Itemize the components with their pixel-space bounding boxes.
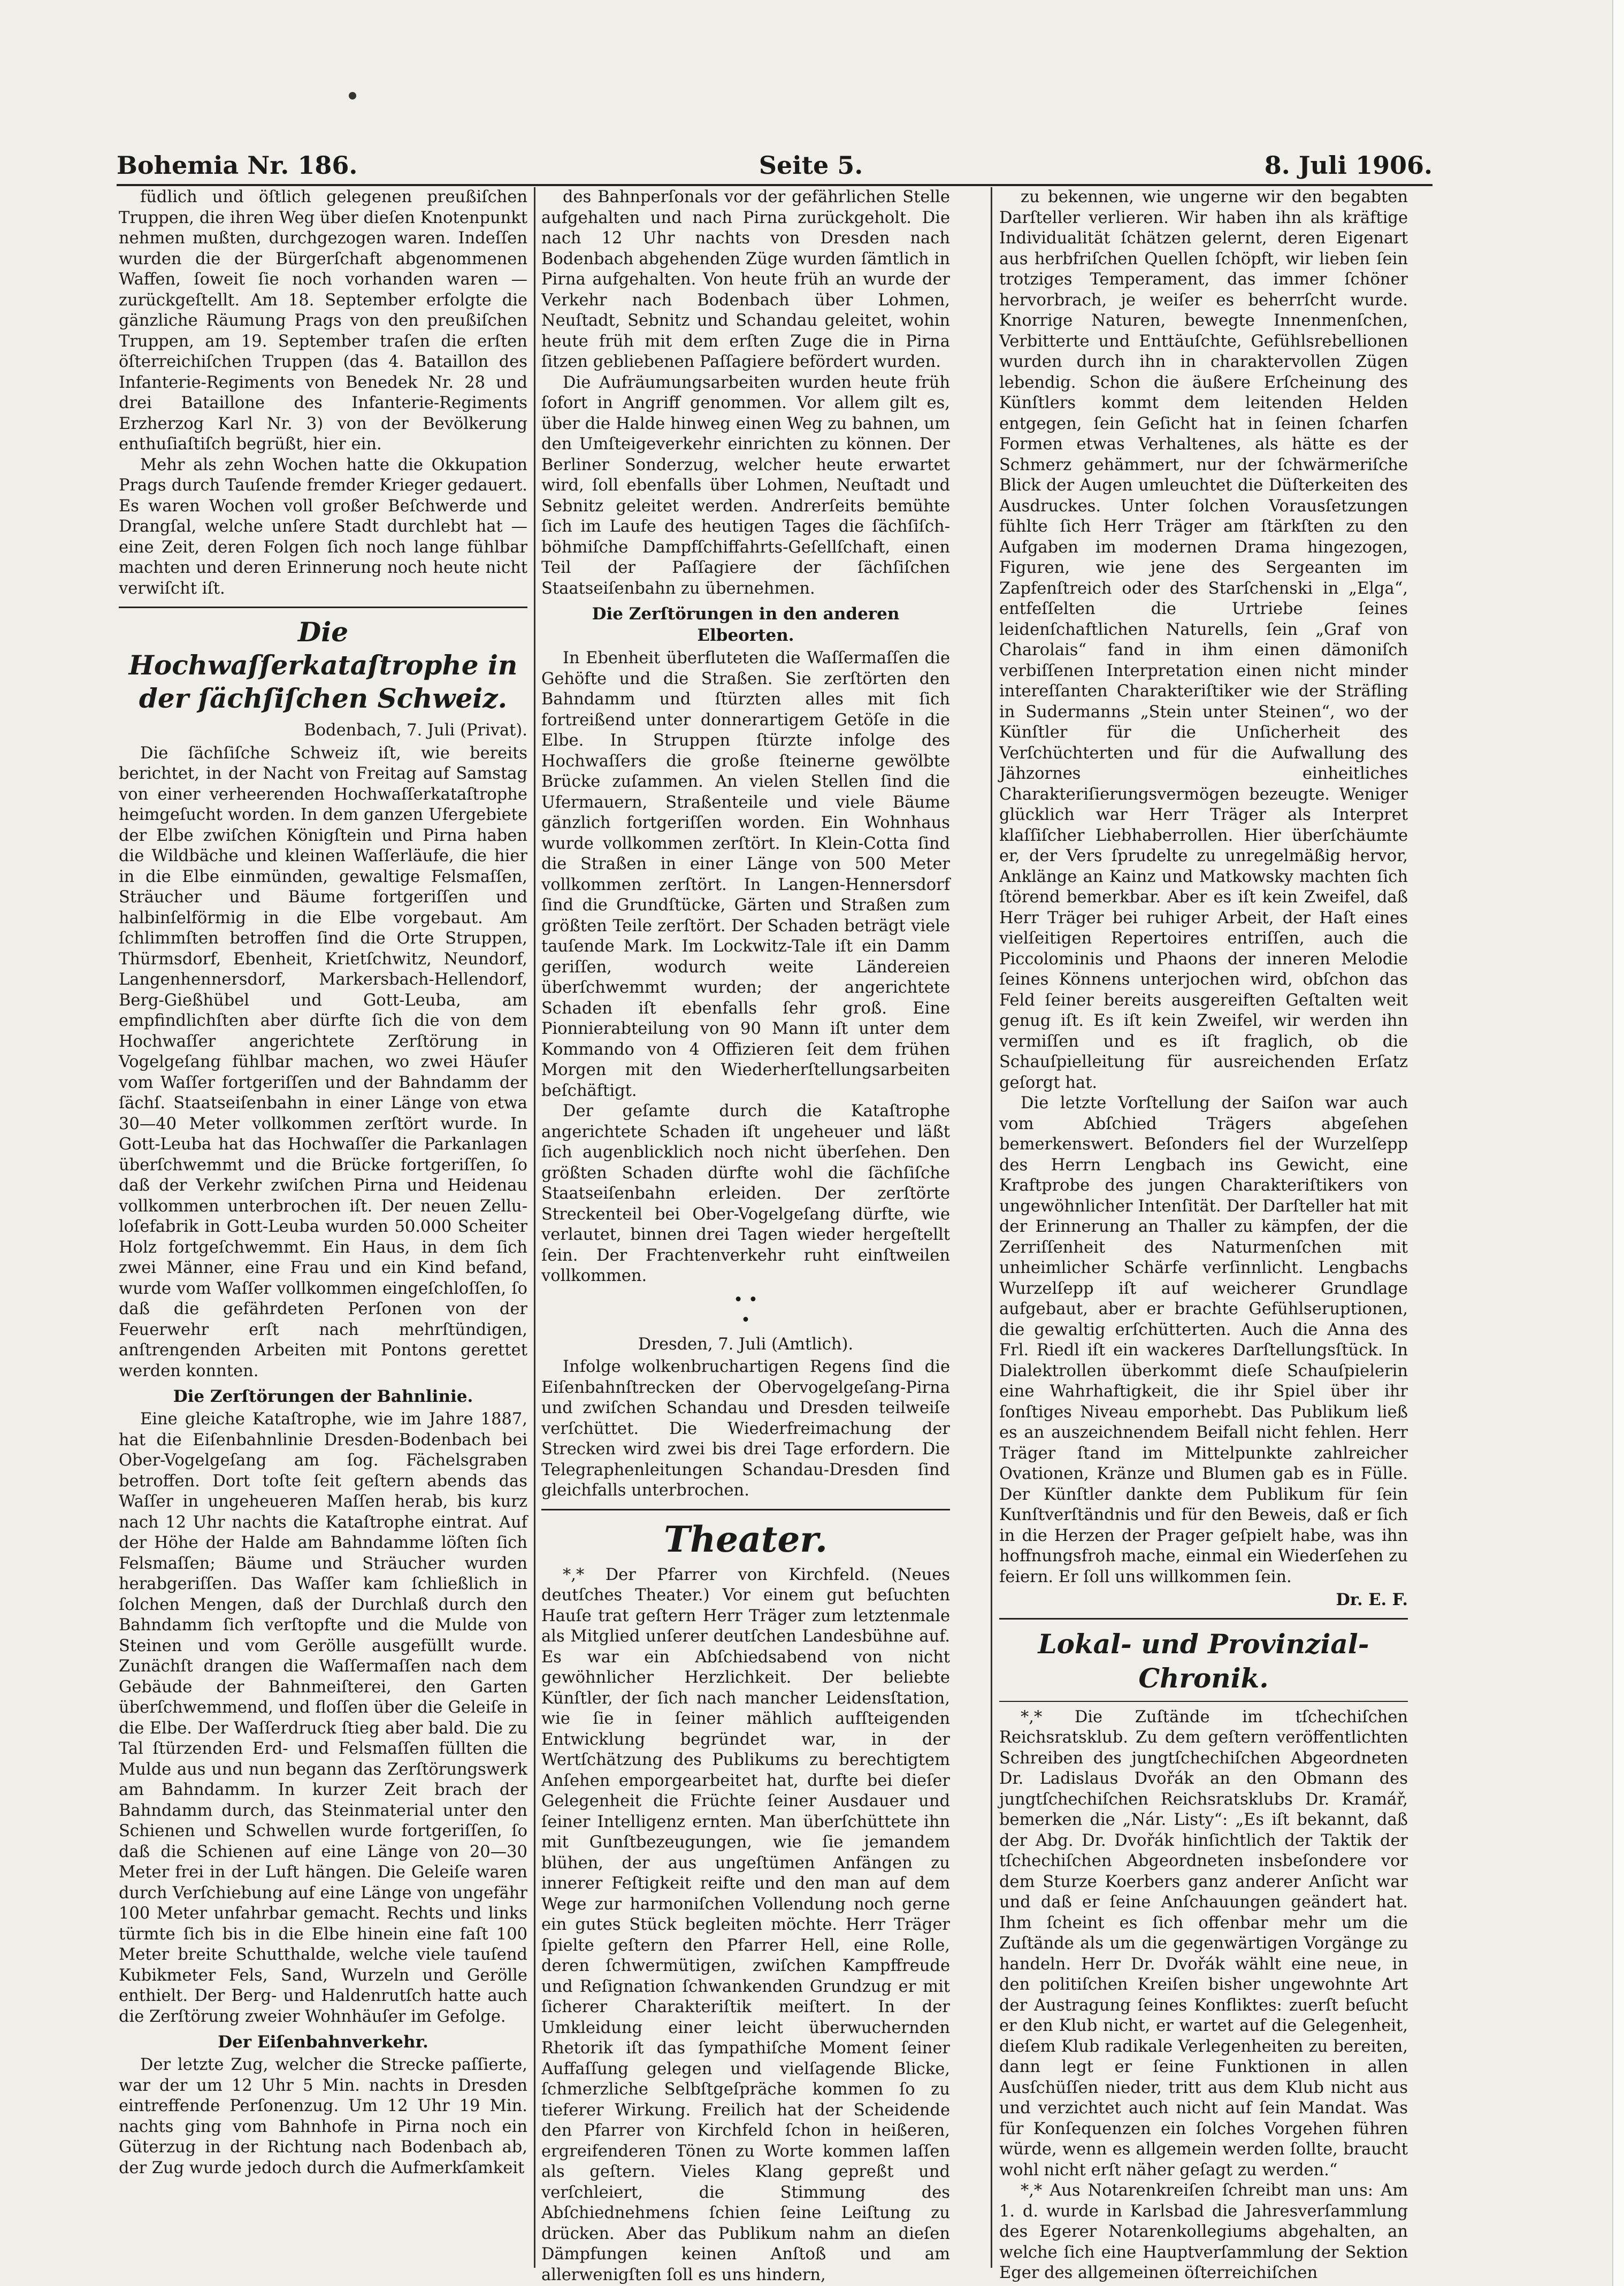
column-2 [541,187,950,2284]
col1-paragraph-2: Mehr als zehn Wochen hatte die Okkupation Prags durch Tauſende fremder Krieger gedauert. Es waren Wochen voll großer Beſchwerde und Drangſal, welche unſere Stadt durchlebt hat — eine Zeit, deren Folgen ſich noch lange fühlbar machten und deren Erinnerung noch heute nicht verwiſcht iſt. [119,455,527,598]
separator-dots: • • • [733,1290,758,1330]
subheading: Die Zerſtörungen der Bahnlinie. [173,1387,473,1406]
col3-paragraph-4: *,* Aus Notarenkreiſen ſchreibt man uns: Am 1. d. wurde in Karlsbad die Jahresverſammlung des Egerer Notarenkollegiums abgehalten, an welche ſich eine Hauptverſammlung der Sektion Eger des allgemeinen öſterreichiſchen [999,2181,1408,2282]
subheading: Der Eiſenbahnverkehr. [218,2032,428,2052]
dateline: Bodenbach, 7. Juli (Privat). [304,721,527,740]
header-date: 8. Juli 1906. [1264,151,1433,180]
signature: Dr. E. F. [1336,1590,1408,1609]
divider [999,1701,1408,1702]
article-headline: Die Hochwaſſerkataſtrophe in der ſächſiſchen Schweiz. [128,616,518,714]
column-rule-2 [991,187,992,2268]
subheading: Die Zerſtörungen in den anderen Elbeorten. [592,604,900,645]
divider [999,1618,1408,1620]
col1-paragraph-5: Der letzte Zug, welcher die Strecke paſſierte, war der um 12 Uhr 5 Min. nachts in Dresden eintreffende Perſonenzug. Um 12 Uhr 19 Min. nachts ging vom Bahnhofe in Pirna noch ein Güterzug in der Richtung nach Bodenbach ab, der Zug wurde jedoch durch die Aufmerkſamkeit [119,2055,527,2177]
page-header [117,144,1433,180]
section-title-chronicle: Lokal- und Provinzial-Chronik. [1038,1628,1369,1694]
col1-paragraph-4: Eine gleiche Kataſtrophe, wie im Jahre 1887, hat die Eiſenbahnlinie Dresden-Bodenbach bei Ober-Vogelgeſang am ſog. Fächelsgraben betroffen. Dort toſte ſeit geſtern abends das Waſſer in ungeheueren Maſſen herab, bis kurz nach 12 Uhr nachts die Kataſtrophe eintrat. Auf der Höhe der Halde am Bahndamme löſten ſich Felsmaſſen; Bäume und Sträucher wurden herabgeriſſen. Das Waſſer kam ſchließlich in ſolchen Mengen, daß der Durchlaß durch den Bahndamm ſich verſtopfte und die Mulde von Steinen und vom Gerölle ausgefüllt wurde. Zunächſt drangen die Waſſermaſſen nach dem Gebäude der Bahnmeiſterei, den Garten überſchwemmend, und floſſen über die Geleiſe in die Elbe. Der Waſſerdruck ſtieg aber bald. Die zu Tal ſtürzenden Erd- und Felsmaſſen füllten die Mulde aus und nun begann das Zerſtörungswerk am Bahndamm. In kurzer Zeit brach der Bahndamm durch, das Steinmaterial unter den Schienen und Schwellen wurde fortgeriſſen, ſo daß die Schienen auf eine Länge von 20—30 Meter frei in der Luft hängen. Die Geleiſe waren durch Verſchiebung auf eine Länge von ungefähr 100 Meter unfahrbar gemacht. Rechts und links türmte ſich bis in die Elbe hinein eine faſt 100 Meter breite Schutthalde, welche viele tauſend Kubikmeter Fels, Sand, Wurzeln und Gerölle enthielt. Der Berg- und Haldenrutſch hatte auch die Zerſtörung zweier Wohnhäuſer im Gefolge. [119,1410,527,2026]
column-1 [119,187,527,2262]
col1-paragraph-3: Die ſächſiſche Schweiz iſt, wie bereits berichtet, in der Nacht von Freitag auf Samstag von einer verheerenden Hochwaſſerkataſtrophe heimgeſucht worden. In dem ganzen Ufergebiete der Elbe zwiſchen Königſtein und Pirna haben die Wildbäche und kleinen Waſſerläufe, die hier in die Elbe einmünden, gewaltige Felsmaſſen, Sträucher und Bäume fortgeriſſen und halbinſelförmig in die Elbe vorgebaut. Am ſchlimmſten betroffen ſind die Orte Struppen, Thürmsdorf, Ebenheit, Krietſchwitz, Neundorf, Langenhennersdorf, Markersbach-Hellendorf, Berg-Gießhübel und Gott-Leuba, am empfindlichſten aber dürfte ſich die von dem Hochwaſſer angerichtete Zerſtörung in Vogelgeſang fühlbar machen, wo zwei Häuſer vom Waſſer fortgeriſſen und der Bahndamm der ſächſ. Staatseiſenbahn in einer Länge von etwa 30—40 Meter vollkommen zerſtört wurde. In Gott-Leuba hat das Hochwaſſer die Parkanlagen überſchwemmt und die Brücke fortgeriſſen, ſo daß der Verkehr zwiſchen Pirna und Heidenau vollkommen unterbrochen iſt. Der neuen Zellu-loſefabrik in Gott-Leuba wurden 50.000 Scheiter Holz fortgeſchwemmt. Ein Haus, in dem ſich zwei Männer, eine Frau und ein Kind befand, wurde vom Waſſer vollkommen eingeſchloſſen, ſo daß die gefährdeten Perſonen von der Feuerwehr erſt nach mehrſtündigen, anſtrengenden Arbeiten mit Pontons gerettet werden konnten. [119,743,527,1380]
ink-dot [349,92,356,99]
header-issue: Bohemia Nr. 186. [117,151,358,180]
col2-paragraph-6: *,* Der Pfarrer von Kirchfeld. (Neues deutſches Theater.) Vor einem gut beſuchten Hauſe trat geſtern Herr Träger zum letztenmale als Mitglied unſerer deutſchen Landesbühne auf. Es war ein Abſchiedsabend von nicht gewöhnlicher Herzlichkeit. Der beliebte Künſtler, der ſich nach mancher Leidensſtation, wie ſie in ſeiner mählich aufſteigenden Entwicklung begründet war, in der Wertſchätzung des Publikums zu berechtigtem Anſehen emporgearbeitet hat, durfte bei dieſer Gelegenheit die Früchte ſeiner Ausdauer und ſeiner Intelligenz ernten. Man überſchüttete ihn mit Gunſtbezeugungen, wie ſie jemandem blühen, der aus ungeſtümen Anfängen zu innerer Feſtigkeit reifte und den man auf dem Wege zur harmoniſchen Vollendung noch gerne ein gutes Stück begleiten möchte. Herr Träger ſpielte geſtern den Pfarrer Hell, eine Rolle, deren ſchwermütigen, zwiſchen Kampffreude und Reſignation ſchwankenden Grundzug er mit ſicherer Charakteriſtik meiſtert. In der Umkleidung einer leicht überwuchernden Rhetorik iſt das ſympathiſche Moment ſeiner Auffaſſung gelegen und vielſagende Blicke, ſchmerzliche Selbſtgeſpräche kommen ſo zu tieferer Wirkung. Freilich hat der Scheidende den Pfarrer von Kirchfeld ſchon in heißeren, ergreifenderen Tönen zu Worte kommen laſſen als geſtern. Vieles Klang gepreßt und verſchleiert, die Stimmung des Abſchiednehmens ſchien ſeine Leiſtung zu drücken. Aber das Publikum nahm an dieſen Dämpfungen keinen Anſtoß und am allerwenigſten ſoll es uns hindern, [541,1565,950,2284]
col2-paragraph-3: In Ebenheit überfluteten die Waſſermaſſen die Gehöfte und die Straßen. Sie zerſtörten den Bahndamm und ſtürzten alles mit ſich fortreißend unter donnerartigem Getöſe in die Elbe. In Struppen ſtürzte infolge des Hochwaſſers die große ſteinerne gewölbte Brücke zuſammen. An vielen Stellen ſind die Ufermauern, Straßenteile und viele Bäume gänzlich fortgeriſſen worden. Ein Wohnhaus wurde vollkommen zerſtört. In Klein-Cotta ſind die Straßen in einer Länge von 500 Meter vollkommen zerſtört. In Langen-Hennersdorf ſind die Grundſtücke, Gärten und Straßen zum größten Teile zerſtört. Der Schaden beträgt viele tauſende Mark. Im Lockwitz-Tale iſt ein Damm geriſſen, wodurch weite Ländereien überſchwemmt wurden; der angerichtete Schaden iſt ebenfalls ſehr groß. Eine Pionnierabteilung von 90 Mann iſt unter dem Kommando von 4 Offizieren ſeit dem frühen Morgen mit den Wiederherſtellungsarbeiten beſchäftigt. [541,649,950,1100]
divider [541,1509,950,1510]
col3-paragraph-1: zu bekennen, wie ungerne wir den begabten Darſteller verlieren. Wir haben ihn als kräftige Individualität ſchätzen gelernt, deren Eigenart aus herbfriſchen Quellen ſchöpft, wir lieben ſein trotziges Temperament, das immer ſchöner hervorbrach, je weiſer es beherrſcht wurde. Knorrige Naturen, bewegte Innenmenſchen, Verbitterte und Enttäuſchte, Gefühlsrebellionen wurden durch ihn in charaktervollen Zügen lebendig. Schon die äußere Erſcheinung des Künſtlers kommt dem leitenden Helden entgegen, ſein Geſicht hat in ſeinen ſcharfen Formen etwas Verhaltenes, als hätte es der Schmerz gehämmert, nur der ſchwärmeriſche Blick der Augen umleuchtet die Düſterkeiten des Ausdruckes. Unter ſolchen Vorausſetzungen fühlte ſich Herr Träger am ſtärkſten zu den Aufgaben im modernen Drama hingezogen, Figuren, wie jene des Sergeanten im Zapfenſtreich oder des Starſchenski in „Elga“, entfeſſelten die Urtriebe ſeines leidenſchaftlichen Naturells, ſein „Graf von Charolais“ fand in ihm einen dämoniſch verbiſſenen Interpretation einen nicht minder intereſſanten Charakteriſtiker wie der Sträfling in Sudermanns „Stein unter Steinen“, wo der Künſtler für die Unſicherheit des Verſchüchterten und für die Aufwallung des Jähzornes einheitliches Charakteriſierungsvermögen bezeugte. Weniger glücklich war Herr Träger als Interpret klaſſiſcher Liebhaberrollen. Hier überſchäumte er, der Vers ſprudelte zu unregelmäßig hervor, Anklänge an Kainz und Matkowsky machten ſich ſtörend bemerkbar. Aber es iſt kein Zweifel, daß Herr Träger bei ruhiger Arbeit, der Haſt eines vielſeitigen Repertoires entriſſen, auch die Piccolominis und Phaons der inneren Melodie ſeines Könnens unterjochen wird, obſchon das Feld ſeiner bereits ausgereiften Geſtalten weit genug iſt. Es iſt kein Zweifel, wir werden ihn vermiſſen und es iſt fraglich, ob die Schauſpielleitung für ausreichenden Erſatz geſorgt hat. [999,188,1408,1092]
header-rule [117,184,1433,186]
dateline: Dresden, 7. Juli (Amtlich). [638,1334,854,1354]
col2-paragraph-5: Infolge wolkenbruchartigen Regens ſind die Eiſenbahnſtrecken der Obervogelgeſang-Pirna und zwiſchen Schandau und Dresden teilweiſe verſchüttet. Die Wiederfreimachung der Strecken wird zwei bis drei Tage erfordern. Die Telegraphenleitungen Schandau-Dresden ſind gleichfalls unterbrochen. [541,1357,950,1500]
col2-paragraph-1: des Bahnperſonals vor der gefährlichen Stelle aufgehalten und nach Pirna zurückgeholt. Die nach 12 Uhr nachts von Dresden nach Bodenbach abgehenden Züge wurden ſämtlich in Pirna aufgehalten. Von heute früh an wurde der Verkehr nach Bodenbach über Lohmen, Neuſtadt, Sebnitz und Schandau geleitet, wohin heute früh mit dem erſten Zuge die in Pirna ſitzen gebliebenen Paſſagiere befördert wurden. [541,188,950,371]
col1-paragraph-1: füdlich und öſtlich gelegenen preußiſchen Truppen, die ihren Weg über dieſen Knotenpunkt nehmen mußten, durchgezogen waren. Indeſſen wurden die der Bürgerſchaft abgenommenen Waffen, ſoweit ſie noch vorhanden waren — zurückgeſtellt. Am 18. September erfolgte die gänzliche Räumung Prags von den preußiſchen Truppen, am 19. September traſen die erſten öſterreichiſchen Truppen (das 4. Bataillon des Infanterie-Regiments von Benedek Nr. 28 und drei Bataillone des Infanterie-Regiments Erzherzog Karl Nr. 3) von der Bevölkerung enthuſiaſtiſch begrüßt, hier ein. [119,188,527,454]
section-title-theater: Theater. [663,1518,828,1560]
col2-paragraph-2: Die Aufräumungsarbeiten wurden heute früh ſofort in Angriff genommen. Vor allem gilt es, über die Halde hinweg einen Weg zu bahnen, um den Umſteigeverkehr einrichten zu können. Der Berliner Sonderzug, welcher heute erwartet wird, ſoll ebenfalls über Lohmen, Neuſtadt und Sebnitz geleitet werden. Andrerſeits bemühte ſich im Laufe des heutigen Tages die ſächſiſch-böhmiſche Dampfſchiffahrts-Geſellſchaft, einen Teil der Paſſagiere der ſächſiſchen Staatseiſenbahn zu übernehmen. [541,373,950,598]
col2-paragraph-4: Der geſamte durch die Kataſtrophe angerichtete Schaden iſt ungeheuer und läßt ſich augenblicklich noch nicht überſehen. Den größten Schaden dürfte wohl die ſächſiſche Staatseiſenbahn erleiden. Der zerſtörte Streckenteil bei Ober-Vogelgeſang dürfte, wie verlautet, binnen drei Tagen wieder hergeſtellt ſein. Der Frachtenverkehr ruht einſtweilen vollkommen. [541,1102,950,1285]
column-3 [999,187,1408,2282]
col3-paragraph-2: Die letzte Vorſtellung der Saiſon war auch vom Abſchied Trägers abgeſehen bemerkenswert. Beſonders fiel der Wurzelſepp des Herrn Lengbach ins Gewicht, eine Kraftprobe des jungen Charakteriſtikers von ungewöhnlicher Intenſität. Der Darſteller hat mit der Erinnerung an Thaller zu kämpfen, der die Zerriſſenheit des Naturmenſchen mit unheimlicher Schärfe verſinnlicht. Lengbachs Wurzelſepp iſt auf weicherer Grundlage aufgebaut, aber er brachte Gefühlseruptionen, die gewaltig erſchütterten. Auch die Anna des Frl. Riedl iſt ein wackeres Darſtellungsſtück. In Dialektrollen überkommt dieſe Schauſpielerin eine Wahrhaftigkeit, die ihr Spiel über ihr ſonſtiges Niveau emporhebt. Das Publikum ließ es an auszeichnendem Beifall nicht fehlen. Herr Träger ſtand im Mittelpunkte zahlreicher Ovationen, Kränze und Blumen gab es in Fülle. Der Künſtler dankte dem Publikum für ſein Kunſtverſtändnis und für den Beweis, daß er ſich in die Herzen der Prager geſpielt habe, was ihn hoffnungsfroh mache, einmal ein Wiederſehen zu feiern. Er ſoll uns willkommen ſein. [999,1094,1408,1586]
header-page-number: Seite 5. [759,151,863,180]
divider [119,607,527,608]
column-rule-1 [534,187,535,2268]
col3-paragraph-3: *,* Die Zuſtände im tſchechiſchen Reichsratsklub. Zu dem geſtern veröffentlichten Schreiben des jungtſchechiſchen Abgeordneten Dr. Ladislaus Dvořák an den Obmann des jungtſchechiſchen Reichsratsklubs Dr. Kramář, bemerken die „Nár. Listy“: „Es iſt bekannt, daß der Abg. Dr. Dvořák hinſichtlich der Taktik der tſchechiſchen Abgeordneten insbeſondere vor dem Sturze Koerbers ganz anderer Anſicht war und daß er ſeine Anſchauungen geändert hat. Ihm ſcheint es ſich offenbar mehr um die Zuſtände als um die gegenwärtigen Vorgänge zu handeln. Herr Dr. Dvořák wählt eine neue, in den politiſchen Kreiſen bisher ungewohnte Art der Austragung ſeines Konfliktes: zuerſt beſucht er den Klub nicht, er wartet auf die Gelegenheit, dieſem Klub radikale Verlegenheiten zu bereiten, dann legt er ſeine Funktionen in allen Ausſchüſſen nieder, tritt aus dem Klub nicht aus und verzichtet auch nicht auf ſein Mandat. Was für Konſequenzen ein ſolches Vorgehen führen würde, wenn es allgemein werden ſollte, braucht wohl nicht erſt näher geſagt zu werden.“ [999,1707,1408,2180]
page-edge [1612,0,1624,2286]
